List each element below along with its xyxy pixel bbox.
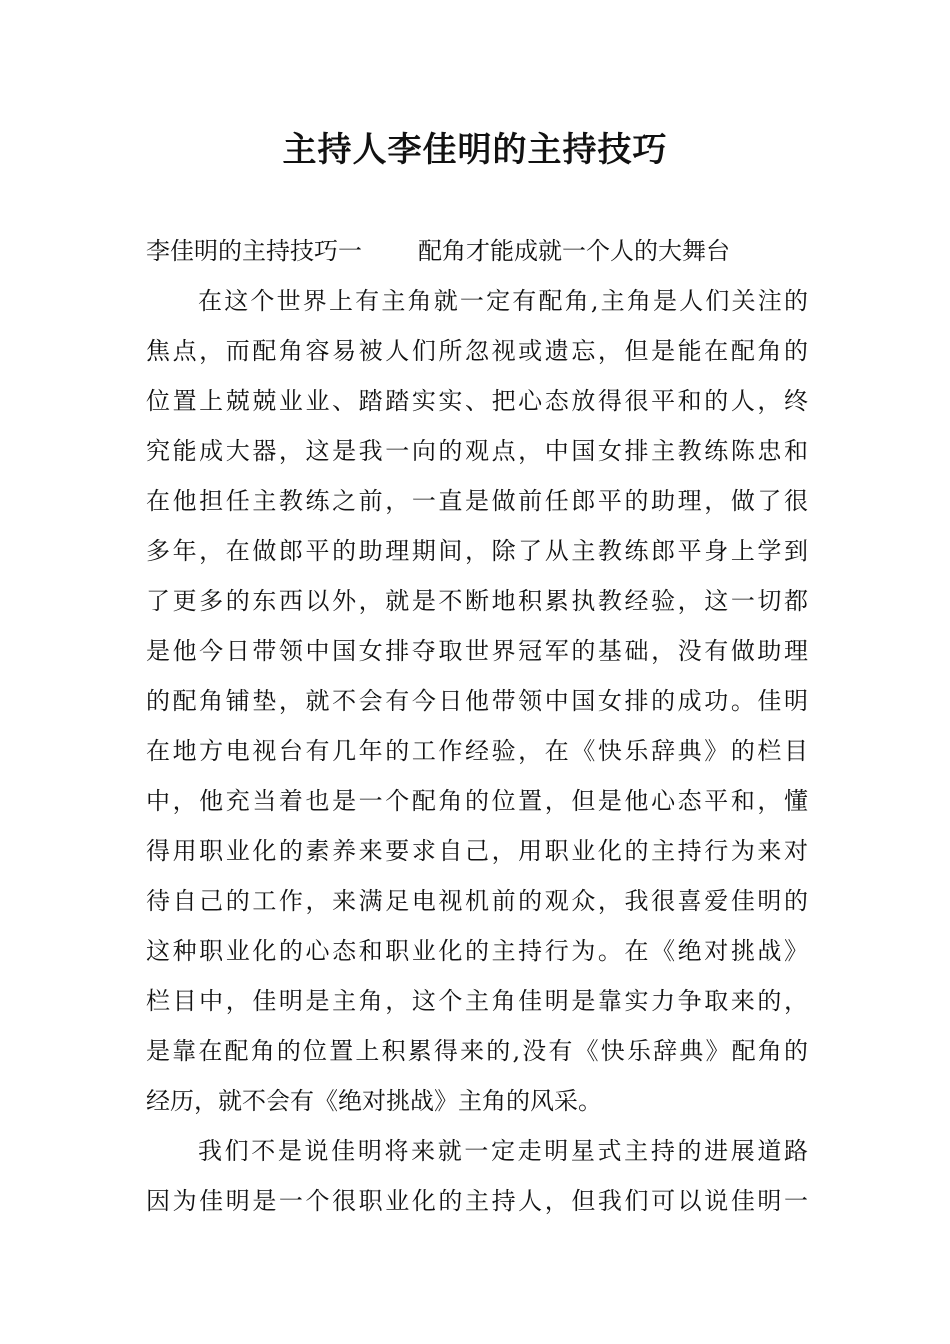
paragraph-line: 在这个世界上有主角就一定有配角,主角是人们关注的: [198, 287, 808, 315]
paragraph-line: 得用职业化的素养来要求自己，用职业化的主持行为来对: [146, 837, 808, 865]
paragraph-line: 位置上兢兢业业、踏踏实实、把心态放得很平和的人，终: [146, 387, 808, 415]
paragraph-line: 在他担任主教练之前，一直是做前任郎平的助理，做了很: [146, 487, 808, 515]
section-label: 李佳明的主持技巧一: [146, 237, 362, 265]
paragraph-line: 经历，就不会有《绝对挑战》主角的风采。: [146, 1087, 602, 1115]
paragraph-line: 这种职业化的心态和职业化的主持行为。在《绝对挑战》: [146, 937, 808, 965]
paragraph-line: 我们不是说佳明将来就一定走明星式主持的进展道路: [198, 1137, 808, 1165]
paragraph-1: [146, 276, 808, 1126]
paragraph-line: 多年，在做郎平的助理期间，除了从主教练郎平身上学到: [146, 537, 808, 565]
section-heading: 配角才能成就一个人的大舞台: [418, 237, 730, 265]
paragraph-line: 栏目中，佳明是主角，这个主角佳明是靠实力争取来的，: [146, 987, 808, 1015]
section-heading-line: [146, 226, 808, 276]
paragraph-2: [146, 1126, 808, 1226]
paragraph-line: 了更多的东西以外，就是不断地积累执教经验，这一切都: [146, 587, 808, 615]
paragraph-line: 是他今日带领中国女排夺取世界冠军的基础，没有做助理: [146, 637, 808, 665]
document-title: 主持人李佳明的主持技巧: [282, 130, 668, 170]
paragraph-line: 中，他充当着也是一个配角的位置，但是他心态平和，懂: [146, 787, 808, 815]
paragraph-line: 因为佳明是一个很职业化的主持人，但我们可以说佳明一: [146, 1187, 808, 1215]
paragraph-line: 在地方电视台有几年的工作经验，在《快乐辞典》的栏目: [146, 737, 808, 765]
document-body: [146, 226, 808, 1226]
paragraph-line: 究能成大器，这是我一向的观点，中国女排主教练陈忠和: [146, 437, 808, 465]
paragraph-line: 待自己的工作，来满足电视机前的观众，我很喜爱佳明的: [146, 887, 808, 915]
paragraph-line: 的配角铺垫，就不会有今日他带领中国女排的成功。佳明: [146, 687, 808, 715]
paragraph-line: 焦点，而配角容易被人们所忽视或遗忘，但是能在配角的: [146, 337, 808, 365]
paragraph-line: 是靠在配角的位置上积累得来的,没有《快乐辞典》配角的: [146, 1037, 808, 1065]
